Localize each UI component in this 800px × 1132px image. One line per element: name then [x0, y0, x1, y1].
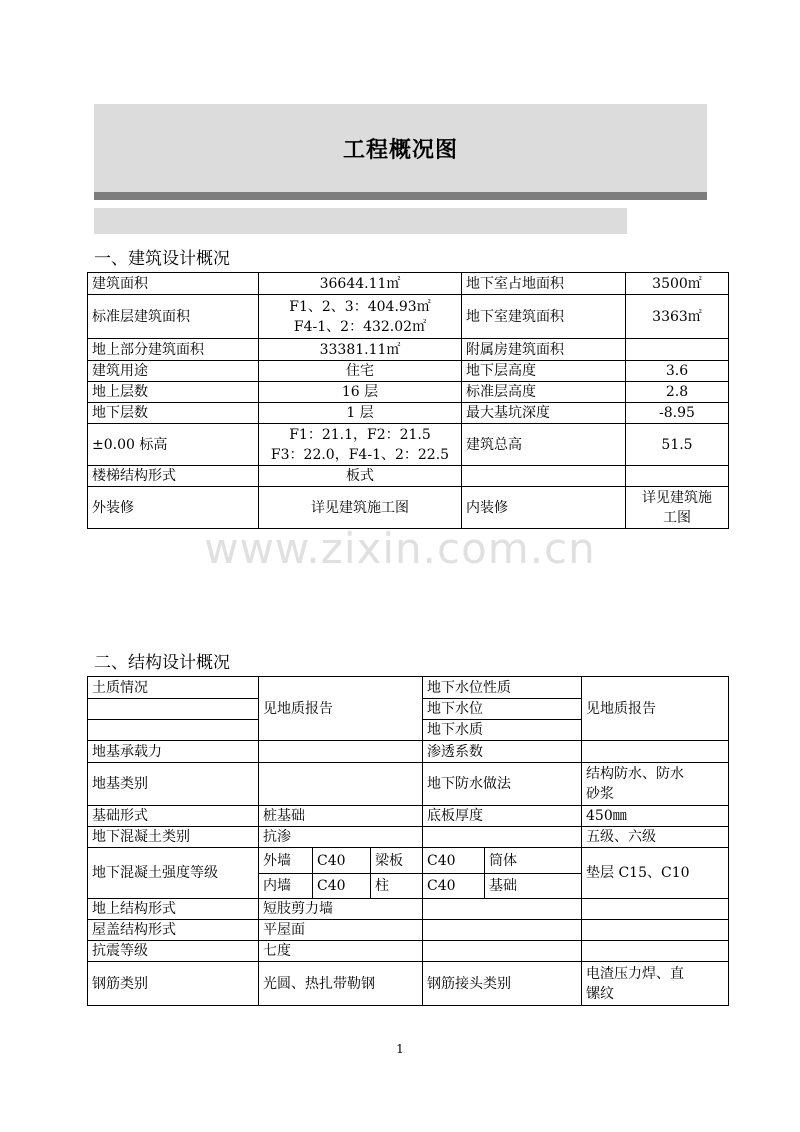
gray-bar: [94, 208, 627, 234]
cell-empty: [423, 920, 582, 941]
cell-label: 地上部分建筑面积: [88, 339, 259, 361]
cell-label: 内墙: [259, 874, 313, 899]
cell-label: 筒体: [485, 848, 582, 874]
cell-value: 板式: [259, 466, 462, 487]
cell-value: 3.6: [626, 361, 729, 382]
table-row: [88, 273, 729, 295]
table-row: [88, 487, 729, 529]
cell-label: 屋盖结构形式: [88, 920, 259, 941]
cell-line: F1：21.1，F2：21.5: [289, 426, 431, 443]
cell-value: 3500㎡: [626, 273, 729, 295]
cell-empty: [423, 941, 582, 962]
cell-value: 住宅: [259, 361, 462, 382]
cell-value: C40: [423, 874, 485, 899]
cell-value: 详见建筑施工图: [259, 487, 462, 529]
cell-label: 地下水位性质: [423, 677, 582, 699]
cell-empty: [259, 763, 423, 806]
cell-label: 抗震等级: [88, 941, 259, 962]
cell-label: 外装修: [88, 487, 259, 529]
cell-label: 地上结构形式: [88, 899, 259, 920]
cell-value: 2.8: [626, 382, 729, 403]
cell-label: 地下室占地面积: [462, 273, 626, 295]
cell-value: 平屋面: [259, 920, 423, 941]
table-row: [88, 382, 729, 403]
table-row: [88, 763, 729, 806]
cell-value: 抗渗: [259, 827, 423, 848]
cell-value: [626, 339, 729, 361]
cell-label: 地下层数: [88, 403, 259, 424]
cell-label: 基础: [485, 874, 582, 899]
table-row: [88, 295, 729, 339]
cell-value: [582, 962, 729, 1006]
cell-line: F1、2、3：404.93㎡: [289, 298, 431, 315]
table-row: [88, 403, 729, 424]
cell-value: 垫层 C15、C10: [582, 848, 729, 899]
cell-empty: [259, 741, 423, 763]
cell-value: [626, 466, 729, 487]
cell-value: 450㎜: [582, 806, 729, 827]
cell-label: 内装修: [462, 487, 626, 529]
cell-empty: [582, 920, 729, 941]
table-row: [88, 848, 729, 874]
cell-label: 地下混凝土类别: [88, 827, 259, 848]
cell-value: C40: [313, 874, 371, 899]
cell-value: 36644.11㎡: [259, 273, 462, 295]
watermark: www.zixin.com.cn: [204, 524, 596, 573]
table-row: [88, 424, 729, 466]
cell-label: 楼梯结构形式: [88, 466, 259, 487]
cell-line: 详见建筑施: [642, 489, 712, 506]
table-row: [88, 899, 729, 920]
cell-value: 七度: [259, 941, 423, 962]
cell-empty: [582, 899, 729, 920]
cell-label: 底板厚度: [423, 806, 582, 827]
title-banner: [94, 104, 707, 200]
cell-label: 最大基坑深度: [462, 403, 626, 424]
cell-label: 地上层数: [88, 382, 259, 403]
section2-heading: 二、结构设计概况: [94, 653, 230, 673]
cell-value: 33381.11㎡: [259, 339, 462, 361]
cell-value: [259, 424, 462, 466]
cell-value: [259, 295, 462, 339]
table-row: [88, 806, 729, 827]
cell-line: F4-1、2：432.02㎡: [293, 318, 427, 335]
cell-value: [626, 487, 729, 529]
cell-label: [462, 466, 626, 487]
structure-table: [87, 676, 729, 1006]
page-number: 1: [396, 1042, 404, 1056]
cell-label: 建筑用途: [88, 361, 259, 382]
cell-label: 地基承载力: [88, 741, 259, 763]
cell-value: 见地质报告: [259, 677, 423, 741]
cell-label: 柱: [371, 874, 423, 899]
cell-value: 1 层: [259, 403, 462, 424]
cell-value: 五级、六级: [582, 827, 729, 848]
cell-empty: [88, 699, 259, 720]
cell-line: 电渣压力焊、直: [586, 965, 685, 982]
cell-label: 建筑面积: [88, 273, 259, 295]
cell-label: 地下防水做法: [423, 763, 582, 806]
cell-value: 16 层: [259, 382, 462, 403]
section1-heading: 一、建筑设计概况: [94, 249, 230, 269]
cell-line: F3：22.0，F4-1、2：22.5: [270, 446, 450, 463]
table-row: [88, 361, 729, 382]
table-row: [88, 962, 729, 1006]
table-row: [88, 466, 729, 487]
cell-value: [582, 763, 729, 806]
cell-line: 镙纹: [586, 985, 615, 1002]
cell-value: 光圆、热扎带勒钢: [259, 962, 423, 1006]
cell-label: 钢筋类别: [88, 962, 259, 1006]
cell-label: 梁板: [371, 848, 423, 874]
cell-label: 基础形式: [88, 806, 259, 827]
cell-line: 砂浆: [586, 786, 615, 802]
table-row: [88, 920, 729, 941]
cell-label: 地下层高度: [462, 361, 626, 382]
cell-empty: [582, 741, 729, 763]
cell-label: 建筑总高: [462, 424, 626, 466]
cell-empty: [423, 899, 582, 920]
cell-label: 土质情况: [88, 677, 259, 699]
cell-value: C40: [423, 848, 485, 874]
cell-label: 标准层建筑面积: [88, 295, 259, 339]
cell-line: 结构防水、防水: [586, 766, 685, 782]
cell-value: 见地质报告: [582, 677, 729, 741]
cell-label: 标准层高度: [462, 382, 626, 403]
cell-empty: [423, 827, 582, 848]
page-title: 工程概况图: [342, 137, 458, 163]
cell-line: 工图: [663, 509, 691, 526]
table-row: [88, 827, 729, 848]
cell-label: 地下水质: [423, 720, 582, 741]
cell-value: 51.5: [626, 424, 729, 466]
cell-label: 钢筋接头类别: [423, 962, 582, 1006]
cell-empty: [582, 941, 729, 962]
cell-label: 外墙: [259, 848, 313, 874]
cell-label: 地下水位: [423, 699, 582, 720]
cell-value: -8.95: [626, 403, 729, 424]
cell-label: 地下混凝土强度等级: [88, 848, 259, 899]
cell-label: 渗透系数: [423, 741, 582, 763]
cell-value: 3363㎡: [626, 295, 729, 339]
table-row: [88, 339, 729, 361]
cell-value: C40: [313, 848, 371, 874]
cell-value: 桩基础: [259, 806, 423, 827]
cell-label: ±0.00 标高: [88, 424, 259, 466]
table-row: [88, 941, 729, 962]
table-row: [88, 741, 729, 763]
architecture-table: [87, 272, 729, 529]
cell-label: 地基类别: [88, 763, 259, 806]
cell-empty: [88, 720, 259, 741]
cell-label: 附属房建筑面积: [462, 339, 626, 361]
cell-label: 地下室建筑面积: [462, 295, 626, 339]
table-row: [88, 677, 729, 699]
cell-value: 短肢剪力墙: [259, 899, 423, 920]
